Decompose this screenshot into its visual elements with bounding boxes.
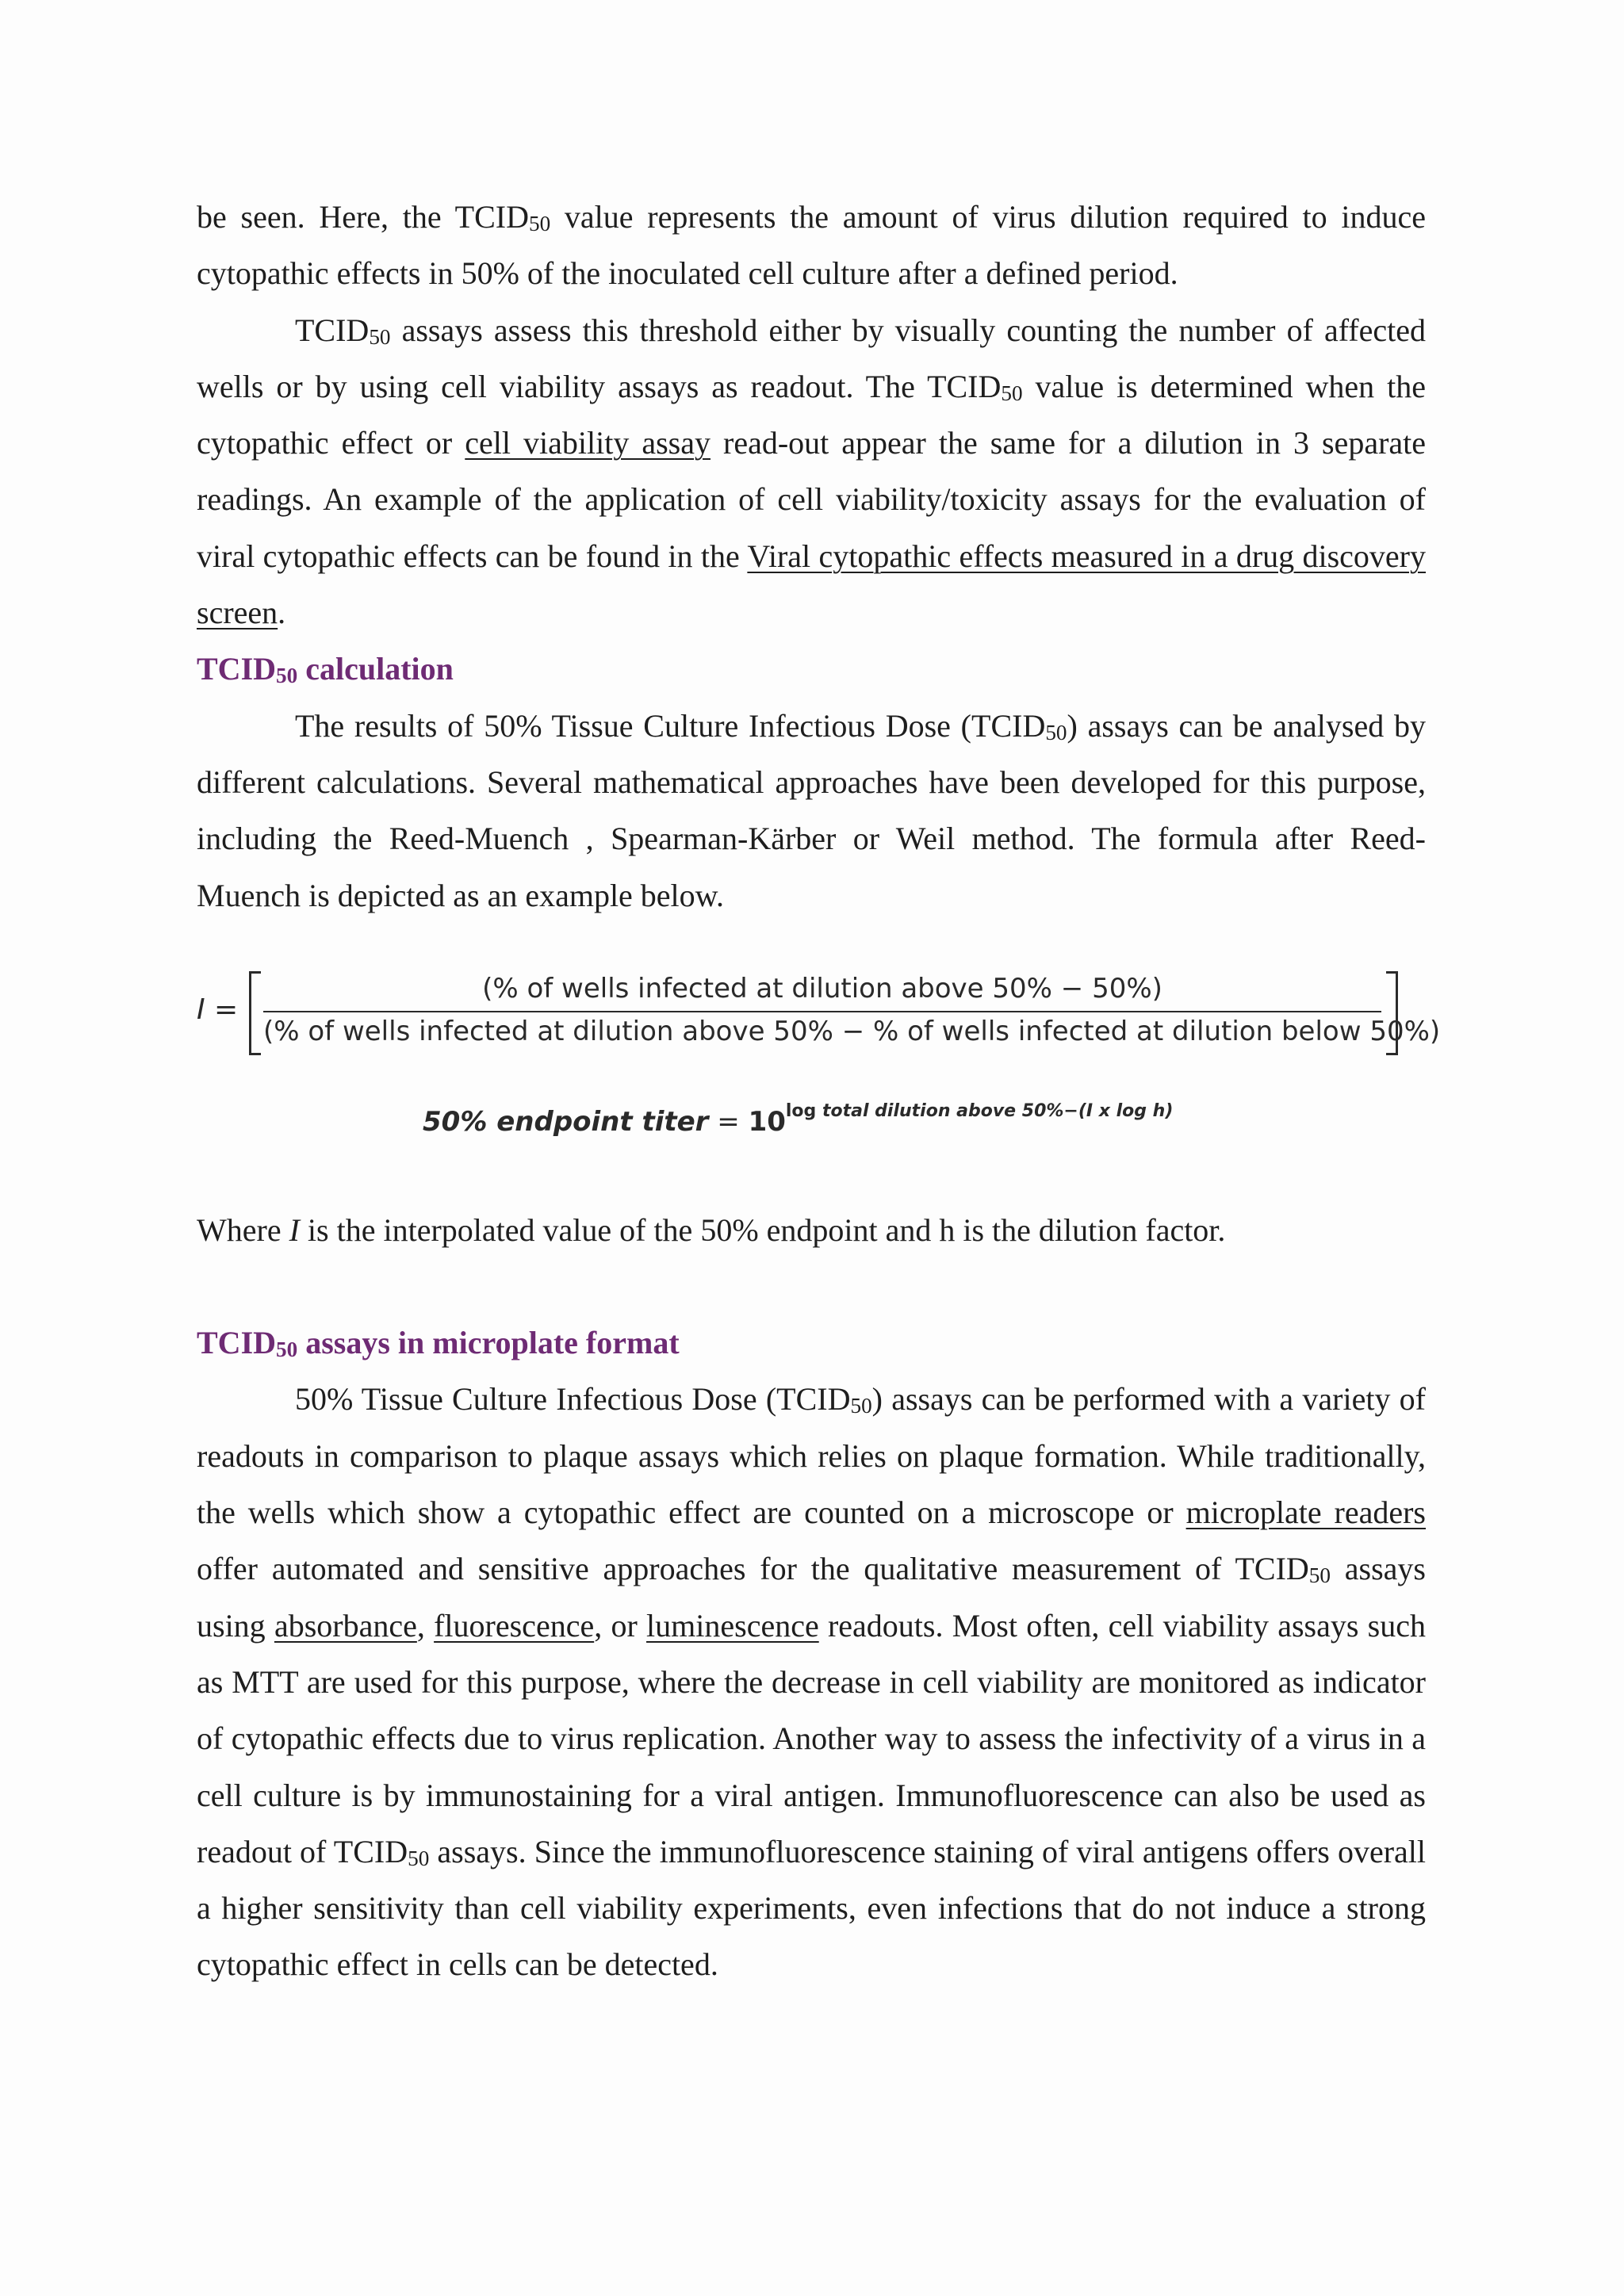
link-microplate-readers[interactable]: microplate readers	[1185, 1494, 1426, 1531]
page-content	[197, 189, 1441, 1993]
formula-numerator: (% of wells infected at dilution above 50% − 50%)	[482, 972, 1162, 1004]
formula-left-bracket	[249, 971, 261, 1055]
formula-right-bracket	[1386, 971, 1398, 1055]
titer-exponent: log total dilution above 50%−(I x log h)	[785, 1100, 1174, 1121]
paragraph-formula-explanation: Where I is the interpolated value of the 50% endpoint and h is the dilution factor.	[197, 1211, 1226, 1248]
paragraph-calculation-methods: The results of 50% Tissue Culture Infectious Dose $(TCID_{50})$ assays can be analysed by different calculations. Several mathematical approaches have been developed for this purpose, including the Reed-Muench , Spearman-Kärber or Weil method. The formula after Reed-Muench is depicted as an example below.	[197, 707, 1426, 913]
link-fluorescence[interactable]: fluorescence	[434, 1607, 595, 1644]
heading-tcid50-microplate: $TCID_{50}$ assays in microplate format	[197, 1325, 680, 1362]
formula-lhs: I =	[197, 993, 239, 1026]
endpoint-titer-formula: 50% endpoint titer = $10^{log total dilution above 50\%-(I x log h)}$	[423, 1100, 1174, 1138]
link-luminescence[interactable]: luminescence	[646, 1607, 819, 1644]
link-cell-viability-assay[interactable]: cell viability assay	[465, 425, 710, 461]
formula-denominator: (% of wells infected at dilution above 50% − % of wells infected at dilution below 50%)	[263, 1015, 1441, 1047]
reed-muench-formula	[197, 965, 1441, 1202]
paragraph-tcid50-assays: $TCID_{50}$ assays assess this threshold either by visually counting the number of affected wells or by using cell viability assays as readout. The $TCID_{50}$ value is determined when the cytopathic effect or cell viability assay read-out appear the same for a dilution in 3 separate readings. An example of the application of cell viability/toxicity assays for the evaluation of viral cytopathic effects can be found in the Viral cytopathic effects measured in a drug discovery screen.	[197, 312, 1427, 631]
spacer	[197, 1258, 1426, 1314]
formula-fraction-line	[263, 1011, 1381, 1012]
heading-tcid50-calculation: $TCID_{50}$ calculation	[197, 651, 454, 688]
link-viral-cytopathic-effects[interactable]: Viral cytopathic effects measured in a drug discovery screen	[197, 538, 1426, 631]
paragraph-tcid50-definition: be seen. Here, the $TCID_{50}$ value represents the amount of virus dilution required to induce cytopathic effects in 50% of the inoculated cell culture after a defined period.	[197, 199, 1426, 292]
paragraph-microplate-format: 50% Tissue Culture Infectious Dose $(TCID_{50})$ assays can be performed with a variety of readouts in comparison to plaque assays which relies on plaque formation. While traditionally, the wells which show a cytopathic effect are counted on a microscope or microplate readers offer automated and sensitive approaches for the qualitative measurement of $TCID_{50}$ assays using absorbance, fluorescence, or luminescence readouts. Most often, cell viability assays such as MTT are used for this purpose, where the decrease in cell viability are monitored as indicator of cytopathic effects due to virus replication. Another way to assess the infectivity of a virus in a cell culture is by immunostaining for a viral antigen. Immunofluorescence can also be used as readout of $TCID_{50}$ assays. Since the immunofluorescence staining of viral antigens offers overall a higher sensitivity than cell viability experiments, even infections that do not induce a strong cytopathic effect in cells can be detected.	[197, 1381, 1427, 1983]
spacer	[197, 924, 1426, 965]
link-absorbance[interactable]: absorbance	[274, 1607, 417, 1644]
